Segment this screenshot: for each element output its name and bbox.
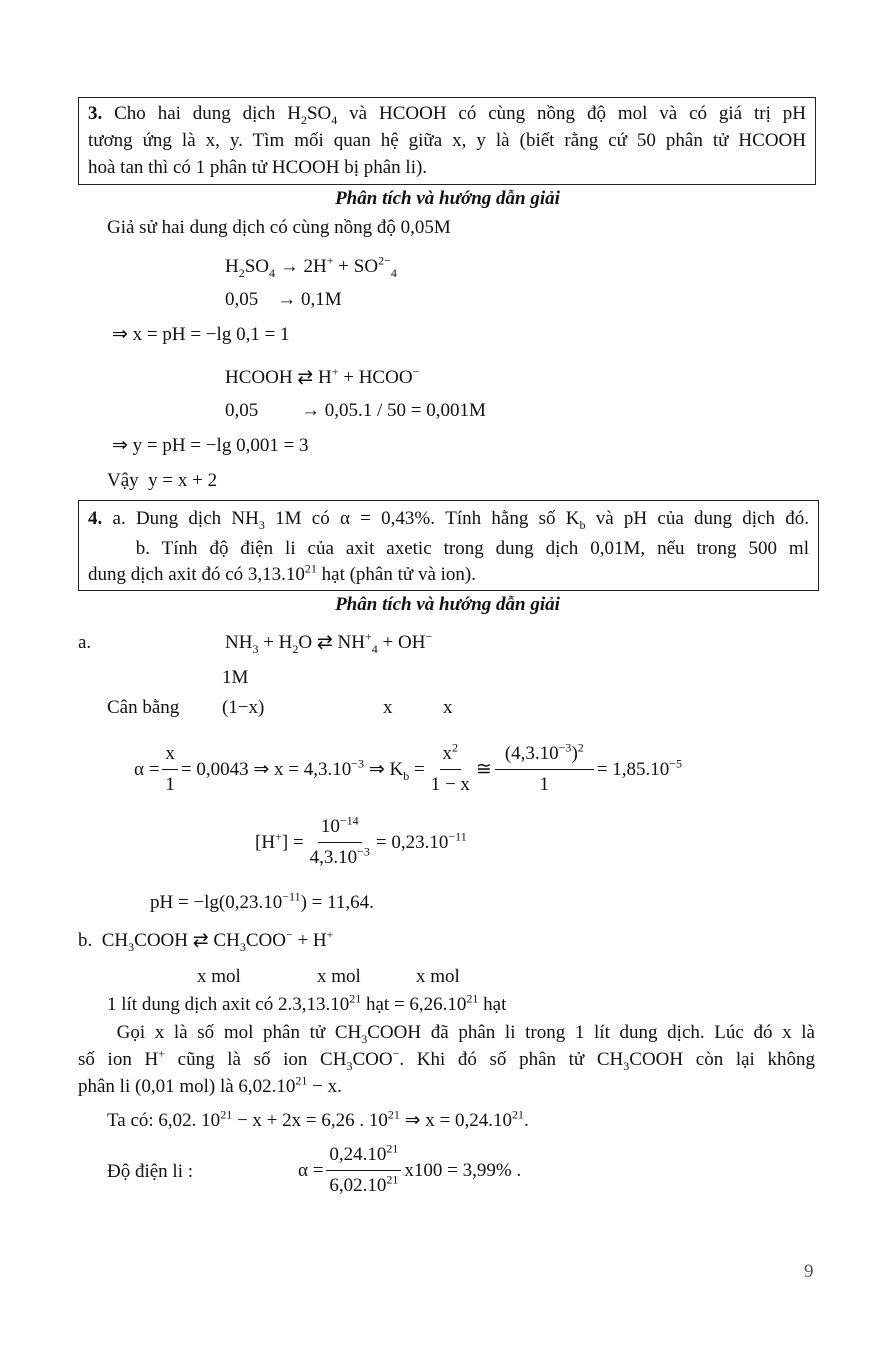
text-segment: + OH [377, 632, 426, 653]
superscript: 21 [466, 991, 479, 1006]
subscript: 3 [623, 1058, 630, 1073]
kb-result [596, 756, 683, 781]
subscript: 4 [269, 265, 276, 280]
text-segment: = [409, 759, 425, 780]
text-segment: SO [306, 103, 332, 124]
superscript: 21 [220, 1107, 233, 1122]
superscript: 21 [387, 1107, 400, 1122]
text-segment: 0,05 → 0,1M [225, 289, 342, 310]
text-segment: ⇒ y = pH = −lg 0,001 = 3 [112, 435, 309, 456]
text-segment: pH = −lg(0,23.10 [150, 892, 283, 913]
solution-line [112, 324, 290, 346]
problem-4-line [88, 538, 809, 560]
text-segment: = 0,0043 ⇒ x = 4,3.10 [180, 759, 352, 780]
solution-conclusion [107, 470, 217, 492]
problem-3-line [88, 157, 806, 179]
superscript: 21 [304, 561, 317, 576]
text-segment: 6,02.10 [329, 1175, 387, 1196]
text-segment: ≅ [475, 759, 492, 780]
subscript: 3 [346, 1058, 353, 1073]
text-segment: 0,05 → 0,05.1 / 50 = 0,001M [225, 400, 486, 421]
text-segment: . [523, 1110, 529, 1131]
text-segment: COOH đã phân li trong 1 lít dung dịch. Lúc đó x là [367, 1022, 815, 1043]
problem-4-line [88, 561, 809, 586]
text-segment: + H [258, 632, 293, 653]
subscript: 4 [331, 112, 338, 127]
initial-concentration [222, 667, 248, 689]
problem-3-line [88, 103, 806, 125]
superscript: − [412, 364, 420, 379]
text-segment: ) [571, 743, 578, 764]
superscript: + [326, 253, 334, 268]
problem-4-line [88, 508, 809, 530]
equilibrium-value [443, 697, 453, 719]
text-segment: COOH ⇄ CH [134, 930, 240, 951]
fraction [495, 742, 594, 797]
superscript: −11 [448, 829, 467, 844]
text-segment: a. Dung dịch NH [102, 508, 259, 529]
text-segment: (1−x) [222, 697, 265, 718]
text-segment: − x. [307, 1076, 342, 1097]
mol-label [317, 966, 361, 988]
dissociation-formula [298, 1143, 521, 1198]
subscript: 2 [300, 112, 307, 127]
text-segment: + SO [333, 256, 379, 277]
superscript: 21 [511, 1107, 524, 1122]
fraction [428, 742, 473, 797]
text-segment: COO [352, 1049, 393, 1070]
text-segment: ⇒ K [364, 759, 404, 780]
text-segment: COOH còn lại không [629, 1049, 815, 1070]
text-segment: và pH của dung dịch đó. [585, 508, 810, 529]
text-segment: x mol [197, 966, 241, 987]
equilibrium-label [107, 697, 179, 719]
superscript: 21 [386, 1172, 399, 1187]
mol-label [197, 966, 241, 988]
numerator [162, 742, 178, 770]
denominator [537, 770, 553, 797]
subscript: 2 [238, 265, 245, 280]
text-segment: ] = [281, 831, 304, 853]
text-segment: α = [134, 758, 160, 780]
superscript: + [326, 927, 334, 942]
bold-number: 3. [88, 103, 103, 124]
text-segment: + HCOO [338, 367, 413, 388]
superscript: − [425, 629, 433, 644]
text-segment: cũng là số ion CH [164, 1049, 347, 1070]
text-segment: x [383, 697, 393, 718]
text-segment: x mol [317, 966, 361, 987]
text-segment: H [225, 256, 239, 277]
text-segment: SO [244, 256, 270, 277]
text-segment: b. CH [78, 930, 129, 951]
superscript: − [285, 927, 293, 942]
superscript: + [158, 1046, 165, 1061]
superscript: 2 [577, 740, 584, 755]
text-segment: hoà tan thì có 1 phân tử HCOOH bị phân li). [88, 157, 428, 178]
text-segment: 0,24.10 [329, 1144, 387, 1165]
alpha-lhs [134, 759, 159, 781]
text-segment: 4,3.10 [309, 847, 358, 868]
superscript: 21 [349, 991, 362, 1006]
text-segment: + H [292, 930, 327, 951]
text-segment: số ion H [78, 1049, 159, 1070]
text-segment: COO [245, 930, 286, 951]
superscript: 2 [452, 740, 459, 755]
text-segment: 1M [222, 667, 249, 688]
equation-acetic [78, 927, 334, 954]
solution-line [107, 1107, 529, 1132]
subscript: 4 [371, 641, 378, 656]
text-segment: . Khi đó số phân tử CH [399, 1049, 624, 1070]
text-segment: và HCOOH có cùng nồng độ mol và có giá trị pH [337, 103, 806, 124]
text-segment: x100 = 3,99% . [404, 1159, 522, 1181]
superscript: + [331, 364, 339, 379]
text-segment: Cho hai dung dịch H [102, 103, 301, 124]
text-segment: ) = 11,64. [300, 892, 374, 913]
text-segment: hạt [478, 994, 507, 1015]
subscript: 3 [239, 939, 246, 954]
subscript: 3 [128, 939, 135, 954]
text-segment: 1 [165, 774, 175, 795]
solution-line [225, 400, 486, 422]
text-segment: ⇒ x = 0,24.10 [399, 1110, 512, 1131]
text-segment: hạt = 6,26.10 [361, 994, 467, 1015]
text-segment: ⇒ x = pH = −lg 0,1 = 1 [112, 324, 290, 345]
text-segment: = 1,85.10 [596, 758, 670, 780]
subscript: 2 [292, 641, 299, 656]
superscript: + [364, 629, 372, 644]
superscript: 21 [295, 1073, 308, 1088]
subscript: 4 [390, 265, 397, 280]
text-segment: α = [298, 1159, 324, 1181]
paragraph-line [78, 1022, 815, 1044]
text-segment: 1 lít dung dịch axit có 2.3,13.10 [107, 994, 350, 1015]
text-segment: O ⇄ NH [298, 632, 365, 653]
solution-heading: Phân tích và hướng dẫn giải [335, 594, 560, 615]
text-segment: Gọi x là số mol phân tử CH [78, 1022, 362, 1043]
bold-number: 4. [88, 508, 103, 529]
denominator [326, 1171, 401, 1198]
superscript: −3 [357, 844, 370, 859]
equation-nh3 [225, 629, 433, 656]
solution-line [107, 991, 507, 1016]
text-segment: HCOOH ⇄ H [225, 367, 332, 388]
numerator [495, 742, 594, 770]
text-segment: Ta có: 6,02. 10 [107, 1110, 221, 1131]
text-segment: 1 [539, 774, 550, 795]
dissociation-result [404, 1160, 521, 1182]
problem-3-line [88, 130, 806, 152]
subscript: 3 [258, 517, 265, 532]
alpha-lhs [298, 1160, 323, 1182]
subscript: b [403, 768, 410, 783]
superscript: −11 [282, 889, 301, 904]
text-segment: (4,3.10 [504, 743, 559, 764]
alpha-mid [181, 758, 425, 781]
problem-4-box [78, 500, 819, 591]
page-number: 9 [804, 1261, 814, 1282]
text-segment: Độ điện li : [107, 1161, 194, 1182]
h-concentration [255, 815, 467, 870]
superscript: − [392, 1046, 400, 1061]
text-segment: hạt (phân tử và ion). [316, 564, 476, 585]
denominator [428, 770, 473, 797]
kb-calculation [134, 742, 682, 797]
problem-3-box [78, 97, 816, 185]
part-a-label: a. [78, 632, 92, 653]
solution-line [112, 435, 309, 457]
text-segment: = 0,23.10 [375, 831, 449, 853]
text-segment: [H [255, 831, 276, 853]
text-segment: b. Tính độ điện li của axit axetic trong dung dịch 0,01M, nếu trong 500 ml [88, 538, 809, 559]
mol-label [416, 966, 460, 988]
text-segment: x mol [416, 966, 460, 987]
equilibrium-value [383, 697, 393, 719]
text-segment: 1M có α = 0,43%. Tính hằng số K [264, 508, 580, 529]
denominator [307, 843, 373, 870]
solution-line [107, 217, 451, 239]
equation-h2so4 [225, 253, 397, 280]
equation-hcooh [225, 364, 420, 389]
paragraph-line [78, 1046, 815, 1073]
text-segment: NH [225, 632, 253, 653]
superscript: −5 [669, 756, 683, 771]
text-segment: 10 [320, 816, 340, 837]
text-segment: x [165, 743, 175, 764]
text-segment: → 2H [275, 256, 327, 277]
fraction [307, 815, 373, 870]
fraction [162, 742, 178, 797]
text-segment: x [443, 697, 453, 718]
text-segment: tương ứng là x, y. Tìm mối quan hệ giữa x, y là (biết rằng cứ 50 phân tử HCOOH [88, 130, 806, 151]
text-segment: − x + 2x = 6,26 . 10 [232, 1110, 388, 1131]
equilibrium-value [222, 697, 264, 719]
superscript: 2− [378, 253, 391, 268]
denominator [162, 770, 178, 797]
text-segment: dung dịch axit đó có 3,13.10 [88, 564, 305, 585]
solution-line [225, 289, 342, 311]
superscript: 21 [386, 1141, 399, 1156]
numerator [326, 1143, 401, 1171]
subscript: 3 [252, 641, 259, 656]
fraction [326, 1143, 401, 1198]
h-result [375, 829, 467, 854]
text-segment: Vậy y = x + 2 [107, 470, 218, 491]
superscript: −14 [339, 813, 359, 828]
text-segment: Giả sử hai dung dịch có cùng nồng độ 0,05M [107, 217, 451, 238]
text-segment: Cân bằng [107, 697, 180, 718]
superscript: −3 [558, 740, 572, 755]
h-lhs [255, 829, 304, 854]
dissociation-label [107, 1161, 193, 1183]
paragraph-line [78, 1073, 815, 1098]
numerator [440, 742, 462, 770]
superscript: + [275, 829, 282, 844]
subscript: b [579, 517, 586, 532]
numerator [318, 815, 362, 843]
solution-heading: Phân tích và hướng dẫn giải [335, 188, 560, 209]
subscript: 3 [361, 1031, 368, 1046]
text-segment: x [442, 743, 453, 764]
approx-sign [476, 758, 492, 781]
ph-result [150, 889, 374, 914]
text-segment: phân li (0,01 mol) là 6,02.10 [78, 1076, 296, 1097]
superscript: −3 [351, 756, 365, 771]
text-segment: 1 − x [430, 774, 470, 795]
